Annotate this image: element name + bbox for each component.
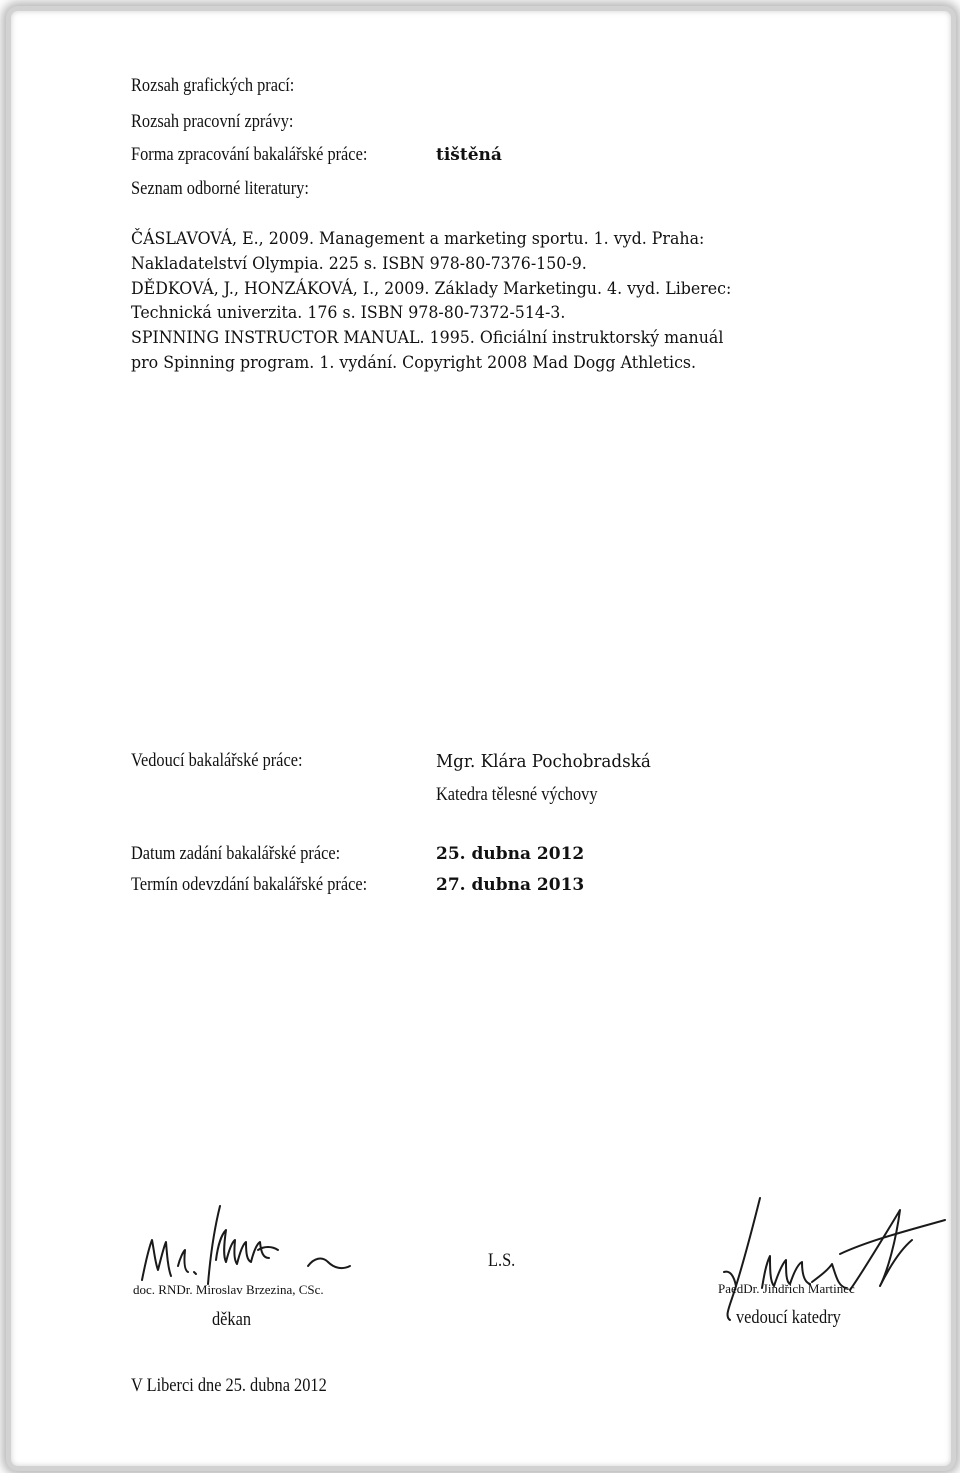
dean-title: děkan bbox=[212, 1309, 252, 1330]
place-and-date: V Liberci dne 25. dubna 2012 bbox=[131, 1375, 327, 1396]
dean-name: doc. RNDr. Miroslav Brzezina, CSc. bbox=[133, 1282, 324, 1297]
head-name: PaedDr. Jindřich Martinec bbox=[718, 1281, 855, 1296]
format-label: Forma zpracování bakalářské práce: bbox=[131, 144, 368, 165]
seal-mark: L.S. bbox=[488, 1250, 516, 1271]
assigned-date-value: 25. dubna 2012 bbox=[436, 844, 585, 864]
assigned-date-label: Datum zadání bakalářské práce: bbox=[131, 843, 341, 864]
dean-signature bbox=[138, 1200, 358, 1295]
supervisor-label: Vedoucí bakalářské práce: bbox=[131, 750, 303, 771]
reference-line: ČÁSLAVOVÁ, E., 2009. Management a marketing sportu. 1. vyd. Praha: bbox=[131, 229, 705, 249]
reference-line: Nakladatelství Olympia. 225 s. ISBN 978-80-7376-150-9. bbox=[131, 254, 587, 274]
report-scope-label: Rozsah pracovní zprávy: bbox=[131, 111, 294, 132]
supervisor-name: Mgr. Klára Pochobradská bbox=[436, 751, 651, 772]
deadline-value: 27. dubna 2013 bbox=[436, 875, 585, 895]
supervisor-department: Katedra tělesné výchovy bbox=[436, 784, 598, 805]
reference-line: pro Spinning program. 1. vydání. Copyright 2008 Mad Dogg Athletics. bbox=[131, 353, 697, 373]
reference-line: SPINNING INSTRUCTOR MANUAL. 1995. Oficiální instruktorský manuál bbox=[131, 328, 724, 348]
format-value: tištěná bbox=[436, 145, 502, 165]
reference-line: Technická univerzita. 176 s. ISBN 978-80-7372-514-3. bbox=[131, 303, 566, 323]
head-title: vedoucí katedry bbox=[736, 1307, 841, 1328]
deadline-label: Termín odevzdání bakalářské práce: bbox=[131, 874, 368, 895]
reference-line: DĚDKOVÁ, J., HONZÁKOVÁ, I., 2009. Základy Marketingu. 4. vyd. Liberec: bbox=[131, 279, 732, 299]
literature-label: Seznam odborné literatury: bbox=[131, 178, 309, 199]
graphics-scope-label: Rozsah grafických prací: bbox=[131, 75, 295, 96]
